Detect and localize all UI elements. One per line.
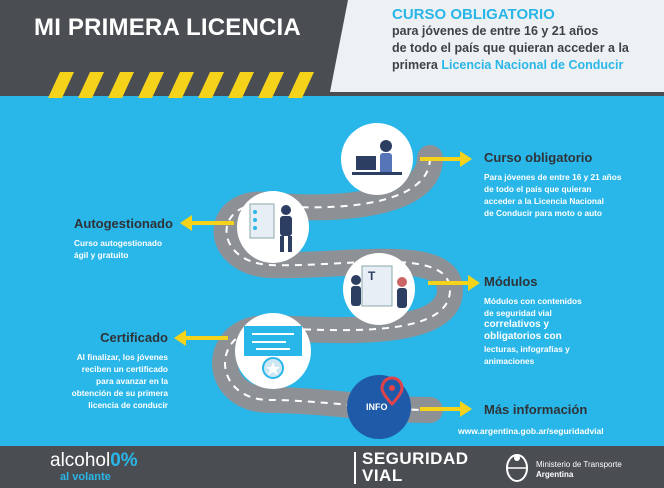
- al-volante-label: al volante: [60, 471, 111, 483]
- argentina-seal-icon: [504, 452, 530, 484]
- ministerio-logo: Ministerio de Transporte Argentina: [536, 460, 622, 479]
- header-line-1: para jóvenes de entre 16 y 21 años: [392, 24, 599, 38]
- footer-divider: [354, 452, 356, 484]
- header-line-2: de todo el país que quieran acceder a la: [392, 41, 629, 55]
- more-info-link[interactable]: www.argentina.gob.ar/seguridadvial: [458, 426, 604, 436]
- course-heading: CURSO OBLIGATORIO: [392, 6, 555, 23]
- curso-title: Curso obligatorio: [484, 150, 593, 165]
- section-curso: Curso obligatorio Para jóvenes de entre 16 y 21 años de todo el país que quieran acceder a la Licencia Nacional de Conducir para moto o auto: [484, 150, 622, 218]
- svg-text:T: T: [368, 269, 376, 283]
- cert-title: Certificado: [100, 330, 168, 345]
- seguridad-vial-logo: SEGURIDAD VIAL: [362, 449, 469, 485]
- header-line-3: primera Licencia Nacional de Conducir: [392, 58, 624, 72]
- modulos-title: Módulos: [484, 274, 538, 289]
- alcohol-cero-logo: alcohol0%: [50, 450, 138, 471]
- section-certificado: Certificado Al finalizar, los jóvenes reciben un certificado para avanzar en la obtención de su primera licencia de conducir: [60, 330, 168, 411]
- section-autogestionado: Autogestionado Curso autogestionado ágil y gratuito: [74, 216, 173, 260]
- info-badge-label: INFO: [366, 402, 388, 412]
- page-title: MI PRIMERA LICENCIA: [34, 14, 301, 41]
- section-modulos: Módulos Módulos con contenidos de seguridad vial correlativos y obligatorios con lecturas, infografías y animaciones: [484, 274, 582, 366]
- more-info-title: Más información: [484, 402, 588, 417]
- auto-title: Autogestionado: [74, 216, 173, 231]
